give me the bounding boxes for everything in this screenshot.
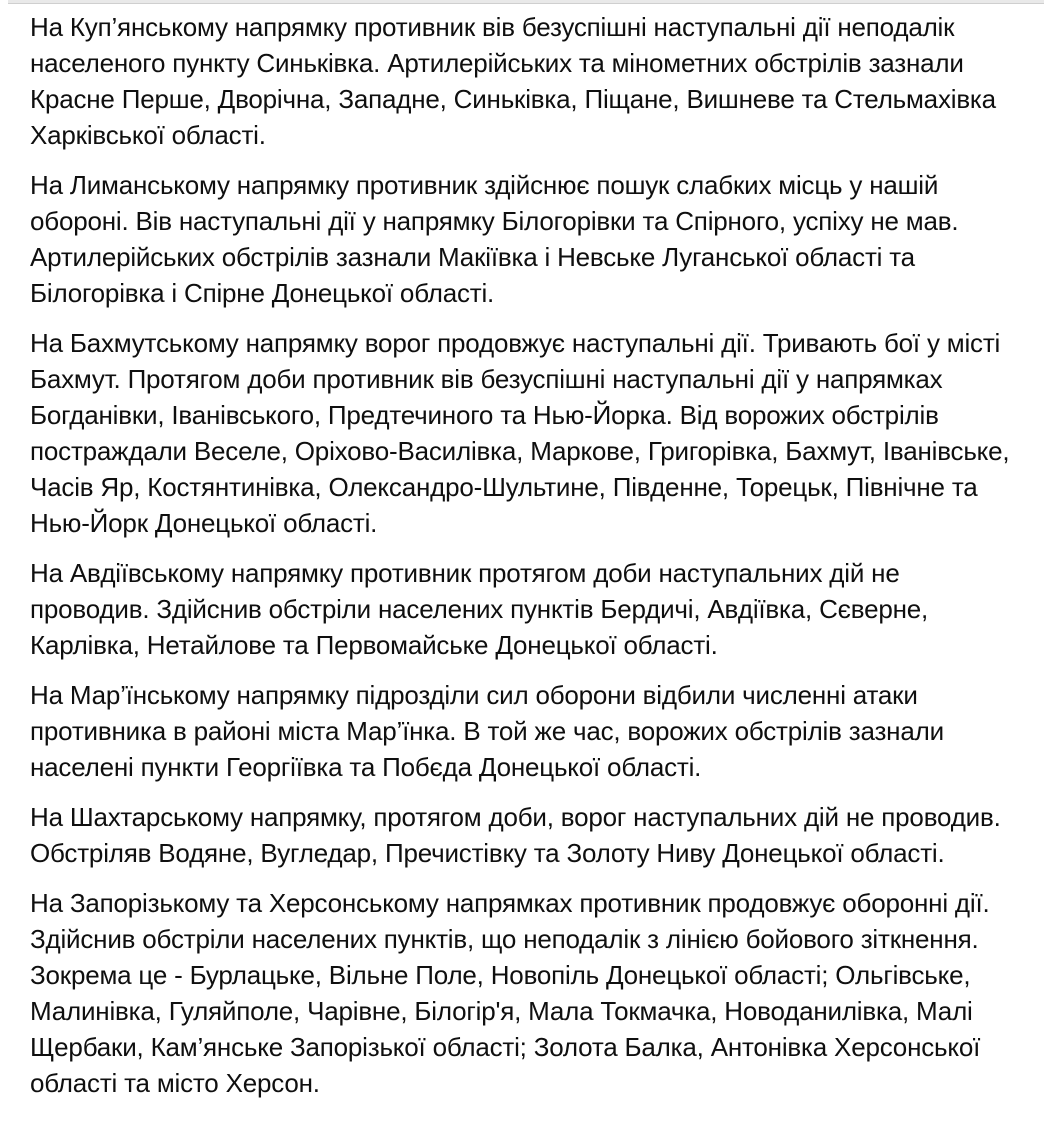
paragraph-marinka-direction: На Мар’їнському напрямку підрозділи сил оборони відбили численні атаки противника в районі міста Мар’їнка. В той же час, ворожих обстрілів зазнали населені пункти Георгіївка та Побєда Донецької області. bbox=[30, 680, 951, 782]
paragraph-bakhmut-direction: На Бахмутському напрямку ворог продовжує наступальні дії. Тривають бої у місті Бахмут. Протягом доби противник вів безуспішні наступальні дії у напрямках Богданівки, Іванівського, Предтечиного та Нью-Йорка. Від ворожих обстрілів постраждали Веселе, Оріхово-Василівка, Маркове, Григорівка, Бахмут, Іванівське, Часів Яр, Костянтинівка, Олександро-Шультине, Південне, Торецьк, Північне та Нью-Йорк Донецької області. bbox=[30, 328, 1017, 538]
report-body bbox=[0, 4, 1044, 1101]
paragraph-avdiivka-direction: На Авдіївському напрямку противник протягом доби наступальних дій не проводив. Здійснив обстріли населених пунктів Бердичі, Авдіївка, Сєверне, Карлівка, Нетайлове та Первомайське Донецької області. bbox=[30, 558, 936, 660]
paragraph-lyman-direction: На Лиманському напрямку противник здійснює пошук слабких місць у нашій обороні. Вів наступальні дії у напрямку Білогорівки та Спірного, успіху не мав. Артилерійських обстрілів зазнали Макіївка і Невське Луганської області та Білогорівка і Спірне Донецької області. bbox=[30, 170, 966, 308]
paragraph-zaporizhzhia-kherson-direction: На Запорізькому та Херсонському напрямках противник продовжує оборонні дії. Здійснив обстріли населених пунктів, що неподалік з лінією бойового зіткнення. Зокрема це - Бурлацьке, Вільне Поле, Новопіль Донецької області; Ольгівське, Малинівка, Гуляйполе, Чарівне, Білогір'я, Мала Токмачка, Новоданилівка, Малі Щербаки, Кам’янське Запорізької області; Золота Балка, Антонівка Херсонської області та місто Херсон. bbox=[30, 888, 997, 1098]
paragraph-shakhtarsk-direction: На Шахтарському напрямку, протягом доби, ворог наступальних дій не проводив. Обстріляв Водяне, Вугледар, Пречистівку та Золоту Ниву Донецької області. bbox=[30, 802, 1008, 868]
paragraph-kupiansk-direction: На Куп’янському напрямку противник вів безуспішні наступальні дії неподалік населеного пункту Синьківка. Артилерійських та мінометних обстрілів зазнали Красне Перше, Дворічна, Западне, Синьківка, Піщане, Вишневе та Стельмахівка Харківської області. bbox=[30, 12, 1003, 150]
